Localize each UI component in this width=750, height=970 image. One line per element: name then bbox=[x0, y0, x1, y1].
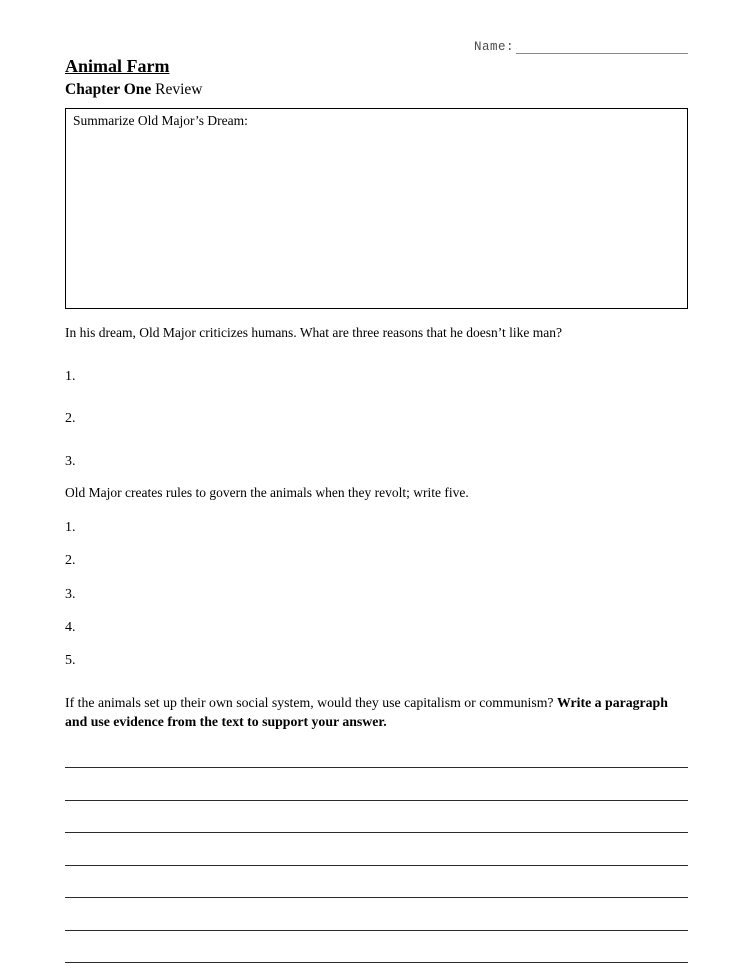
rules-item-5: 5. bbox=[65, 653, 76, 669]
essay-prompt-bold: Write a paragraph and use evidence from the text to support your answer. bbox=[65, 694, 668, 730]
writing-line[interactable] bbox=[65, 866, 688, 899]
writing-lines bbox=[65, 736, 688, 964]
rules-item-3: 3. bbox=[65, 586, 76, 602]
name-label: Name: bbox=[473, 40, 514, 54]
subtitle-review: Review bbox=[155, 81, 203, 98]
writing-line[interactable] bbox=[65, 736, 688, 769]
writing-line[interactable] bbox=[65, 801, 688, 834]
name-row bbox=[65, 38, 688, 54]
writing-line[interactable] bbox=[65, 833, 688, 866]
page-subtitle bbox=[65, 81, 688, 99]
essay-prompt bbox=[65, 693, 688, 732]
rules-item-4: 4. bbox=[65, 620, 76, 636]
writing-line[interactable] bbox=[65, 898, 688, 931]
writing-line[interactable] bbox=[65, 768, 688, 801]
reasons-item-1: 1. bbox=[65, 368, 76, 384]
page-title: Animal Farm bbox=[65, 56, 170, 76]
rules-item-2: 2. bbox=[65, 553, 76, 569]
reasons-item-3: 3. bbox=[65, 453, 76, 469]
rules-prompt: Old Major creates rules to govern the animals when they revolt; write five. bbox=[65, 485, 469, 501]
reasons-prompt: In his dream, Old Major criticizes humans. What are three reasons that he doesn’t like man? bbox=[65, 325, 562, 340]
dream-answer-box[interactable] bbox=[65, 108, 688, 309]
subtitle-chapter: Chapter One bbox=[65, 81, 152, 98]
essay-prompt-text: If the animals set up their own social system, would they use capitalism or communism? bbox=[65, 694, 554, 710]
rules-item-1: 1. bbox=[65, 519, 76, 535]
reasons-item-2: 2. bbox=[65, 411, 76, 427]
writing-line[interactable] bbox=[65, 931, 688, 964]
name-fill-in-line[interactable] bbox=[516, 41, 688, 54]
dream-box-prompt: Summarize Old Major’s Dream: bbox=[73, 113, 248, 128]
